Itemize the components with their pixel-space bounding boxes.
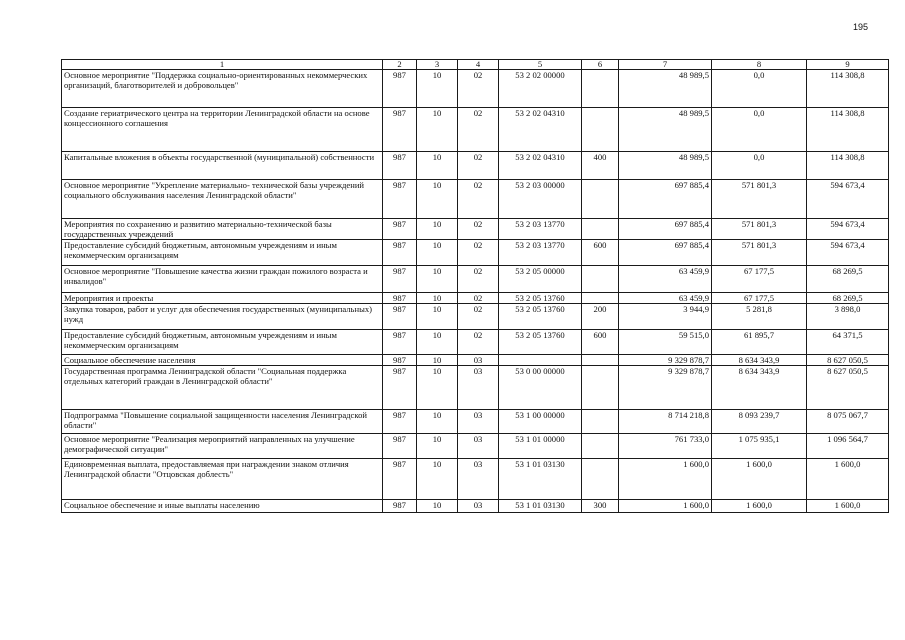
cell-col8: 571 801,3: [712, 219, 807, 240]
row-name: Мероприятия и проекты: [62, 293, 383, 304]
cell-col4: 02: [458, 70, 499, 108]
cell-col2: 987: [383, 293, 417, 304]
column-header: 6: [582, 60, 619, 70]
cell-col6: [582, 70, 619, 108]
table-row: [62, 330, 889, 355]
table-row: [62, 355, 889, 366]
cell-col7: 1 600,0: [619, 459, 712, 500]
table-row: [62, 152, 889, 180]
cell-col4: 02: [458, 180, 499, 219]
cell-col4: 02: [458, 304, 499, 330]
cell-col6: 400: [582, 152, 619, 180]
cell-col2: 987: [383, 434, 417, 459]
cell-col2: 987: [383, 70, 417, 108]
cell-col3: 10: [417, 434, 458, 459]
cell-col9: 8 075 067,7: [807, 410, 889, 434]
row-name: Единовременная выплата, предоставляемая при награждении знаком отличия Ленинградской области "Отцовская доблесть": [62, 459, 383, 500]
row-name: Закупка товаров, работ и услуг для обеспечения государственных (муниципальных) нужд: [62, 304, 383, 330]
cell-col7: 697 885,4: [619, 240, 712, 266]
page-number: 195: [853, 22, 869, 32]
cell-col9: 1 600,0: [807, 500, 889, 513]
row-name: Капитальные вложения в объекты государственной (муниципальной) собственности: [62, 152, 383, 180]
cell-col4: 03: [458, 434, 499, 459]
cell-col8: 0,0: [712, 152, 807, 180]
column-header: 4: [458, 60, 499, 70]
column-header: 2: [383, 60, 417, 70]
cell-col4: 03: [458, 355, 499, 366]
cell-col4: 03: [458, 500, 499, 513]
table-row: [62, 240, 889, 266]
cell-col4: 02: [458, 219, 499, 240]
cell-col6: [582, 410, 619, 434]
cell-col9: 114 308,8: [807, 70, 889, 108]
cell-col8: 0,0: [712, 108, 807, 152]
table-row: [62, 293, 889, 304]
cell-col8: 8 093 239,7: [712, 410, 807, 434]
cell-col8: 8 634 343,9: [712, 355, 807, 366]
cell-col9: 594 673,4: [807, 219, 889, 240]
cell-col2: 987: [383, 500, 417, 513]
row-name: Социальное обеспечение и иные выплаты населению: [62, 500, 383, 513]
column-header: 1: [62, 60, 383, 70]
cell-col3: 10: [417, 330, 458, 355]
cell-col7: 48 989,5: [619, 152, 712, 180]
cell-col7: 9 329 878,7: [619, 355, 712, 366]
table-row: [62, 219, 889, 240]
table-row: [62, 266, 889, 293]
cell-col8: 8 634 343,9: [712, 366, 807, 410]
cell-col2: 987: [383, 152, 417, 180]
cell-col7: 48 989,5: [619, 70, 712, 108]
column-header: 9: [807, 60, 889, 70]
cell-col4: 02: [458, 108, 499, 152]
column-header: 7: [619, 60, 712, 70]
cell-col4: 03: [458, 459, 499, 500]
cell-col4: 03: [458, 410, 499, 434]
cell-col2: 987: [383, 240, 417, 266]
cell-col4: 02: [458, 152, 499, 180]
cell-col2: 987: [383, 459, 417, 500]
cell-col3: 10: [417, 500, 458, 513]
cell-col5: 53 1 01 00000: [499, 434, 582, 459]
cell-col5: 53 2 05 13760: [499, 293, 582, 304]
cell-col2: 987: [383, 219, 417, 240]
cell-col8: 1 600,0: [712, 500, 807, 513]
row-name: Основное мероприятие "Реализация мероприятий направленных на улучшение демографической ситуации": [62, 434, 383, 459]
cell-col6: [582, 219, 619, 240]
cell-col7: 8 714 218,8: [619, 410, 712, 434]
cell-col2: 987: [383, 355, 417, 366]
cell-col8: 1 600,0: [712, 459, 807, 500]
cell-col3: 10: [417, 459, 458, 500]
cell-col9: 8 627 050,5: [807, 355, 889, 366]
cell-col4: 02: [458, 240, 499, 266]
cell-col3: 10: [417, 108, 458, 152]
cell-col6: [582, 366, 619, 410]
cell-col8: 61 895,7: [712, 330, 807, 355]
cell-col2: 987: [383, 366, 417, 410]
cell-col4: 02: [458, 293, 499, 304]
cell-col3: 10: [417, 304, 458, 330]
cell-col9: 114 308,8: [807, 108, 889, 152]
cell-col7: 63 459,9: [619, 293, 712, 304]
column-header: 3: [417, 60, 458, 70]
cell-col5: 53 2 03 13770: [499, 240, 582, 266]
cell-col5: 53 0 00 00000: [499, 366, 582, 410]
cell-col5: 53 2 03 00000: [499, 180, 582, 219]
row-name: Социальное обеспечение населения: [62, 355, 383, 366]
column-header: 5: [499, 60, 582, 70]
cell-col3: 10: [417, 152, 458, 180]
cell-col5: 53 2 02 04310: [499, 108, 582, 152]
cell-col3: 10: [417, 266, 458, 293]
cell-col7: 1 600,0: [619, 500, 712, 513]
cell-col2: 987: [383, 108, 417, 152]
cell-col6: [582, 266, 619, 293]
cell-col6: [582, 434, 619, 459]
table-row: [62, 434, 889, 459]
cell-col6: 600: [582, 330, 619, 355]
cell-col5: 53 2 02 00000: [499, 70, 582, 108]
cell-col4: 02: [458, 330, 499, 355]
cell-col5: 53 2 05 13760: [499, 304, 582, 330]
table-row: [62, 459, 889, 500]
table-row: [62, 366, 889, 410]
cell-col7: 3 944,9: [619, 304, 712, 330]
cell-col3: 10: [417, 410, 458, 434]
cell-col9: 1 096 564,7: [807, 434, 889, 459]
cell-col7: 48 989,5: [619, 108, 712, 152]
cell-col6: [582, 355, 619, 366]
cell-col5: 53 1 01 03130: [499, 500, 582, 513]
cell-col5: 53 1 00 00000: [499, 410, 582, 434]
row-name: Мероприятия по сохранению и развитию материально-технической базы государственных учреждений: [62, 219, 383, 240]
header-row: [62, 60, 889, 70]
cell-col2: 987: [383, 266, 417, 293]
cell-col9: 114 308,8: [807, 152, 889, 180]
cell-col2: 987: [383, 330, 417, 355]
cell-col8: 67 177,5: [712, 266, 807, 293]
cell-col6: 300: [582, 500, 619, 513]
cell-col9: 3 898,0: [807, 304, 889, 330]
cell-col2: 987: [383, 304, 417, 330]
row-name: Основное мероприятие "Поддержка социально-ориентированных некоммерческих организаций, благотворителей и добровольцев": [62, 70, 383, 108]
cell-col3: 10: [417, 240, 458, 266]
cell-col8: 67 177,5: [712, 293, 807, 304]
cell-col5: 53 1 01 03130: [499, 459, 582, 500]
cell-col3: 10: [417, 293, 458, 304]
row-name: Создание гериатрического центра на территории Ленинградской области на основе концессионного соглашения: [62, 108, 383, 152]
table-row: [62, 108, 889, 152]
cell-col3: 10: [417, 355, 458, 366]
cell-col6: [582, 293, 619, 304]
cell-col8: 1 075 935,1: [712, 434, 807, 459]
cell-col6: 600: [582, 240, 619, 266]
cell-col7: 9 329 878,7: [619, 366, 712, 410]
cell-col7: 63 459,9: [619, 266, 712, 293]
row-name: Основное мероприятие "Повышение качества жизни граждан пожилого возраста и инвалидов": [62, 266, 383, 293]
cell-col2: 987: [383, 180, 417, 219]
cell-col6: [582, 108, 619, 152]
cell-col2: 987: [383, 410, 417, 434]
row-name: Подпрограмма "Повышение социальной защищенности населения Ленинградской области": [62, 410, 383, 434]
cell-col3: 10: [417, 180, 458, 219]
cell-col7: 761 733,0: [619, 434, 712, 459]
cell-col9: 68 269,5: [807, 293, 889, 304]
cell-col7: 697 885,4: [619, 219, 712, 240]
column-header: 8: [712, 60, 807, 70]
cell-col9: 64 371,5: [807, 330, 889, 355]
cell-col5: 53 2 05 00000: [499, 266, 582, 293]
table-row: [62, 180, 889, 219]
row-name: Предоставление субсидий бюджетным, автономным учреждениям и иным некоммерческим организациям: [62, 240, 383, 266]
cell-col7: 697 885,4: [619, 180, 712, 219]
cell-col5: 53 2 05 13760: [499, 330, 582, 355]
cell-col4: 02: [458, 266, 499, 293]
row-name: Предоставление субсидий бюджетным, автономным учреждениям и иным некоммерческим организациям: [62, 330, 383, 355]
cell-col8: 571 801,3: [712, 180, 807, 219]
cell-col5: 53 2 03 13770: [499, 219, 582, 240]
cell-col3: 10: [417, 219, 458, 240]
cell-col3: 10: [417, 366, 458, 410]
cell-col8: 571 801,3: [712, 240, 807, 266]
row-name: Государственная программа Ленинградской области "Социальная поддержка отдельных категорий граждан в Ленинградской области": [62, 366, 383, 410]
budget-table: [61, 59, 889, 513]
cell-col9: 594 673,4: [807, 180, 889, 219]
cell-col6: 200: [582, 304, 619, 330]
cell-col6: [582, 459, 619, 500]
cell-col5: 53 2 02 04310: [499, 152, 582, 180]
cell-col7: 59 515,0: [619, 330, 712, 355]
table-row: [62, 70, 889, 108]
cell-col9: 594 673,4: [807, 240, 889, 266]
cell-col4: 03: [458, 366, 499, 410]
row-name: Основное мероприятие "Укрепление материально- технической базы учреждений социального обслуживания населения Ленинградской области": [62, 180, 383, 219]
cell-col5: [499, 355, 582, 366]
table-row: [62, 410, 889, 434]
cell-col3: 10: [417, 70, 458, 108]
table-row: [62, 500, 889, 513]
cell-col6: [582, 180, 619, 219]
cell-col9: 8 627 050,5: [807, 366, 889, 410]
cell-col8: 0,0: [712, 70, 807, 108]
cell-col8: 5 281,8: [712, 304, 807, 330]
table-row: [62, 304, 889, 330]
cell-col9: 1 600,0: [807, 459, 889, 500]
cell-col9: 68 269,5: [807, 266, 889, 293]
